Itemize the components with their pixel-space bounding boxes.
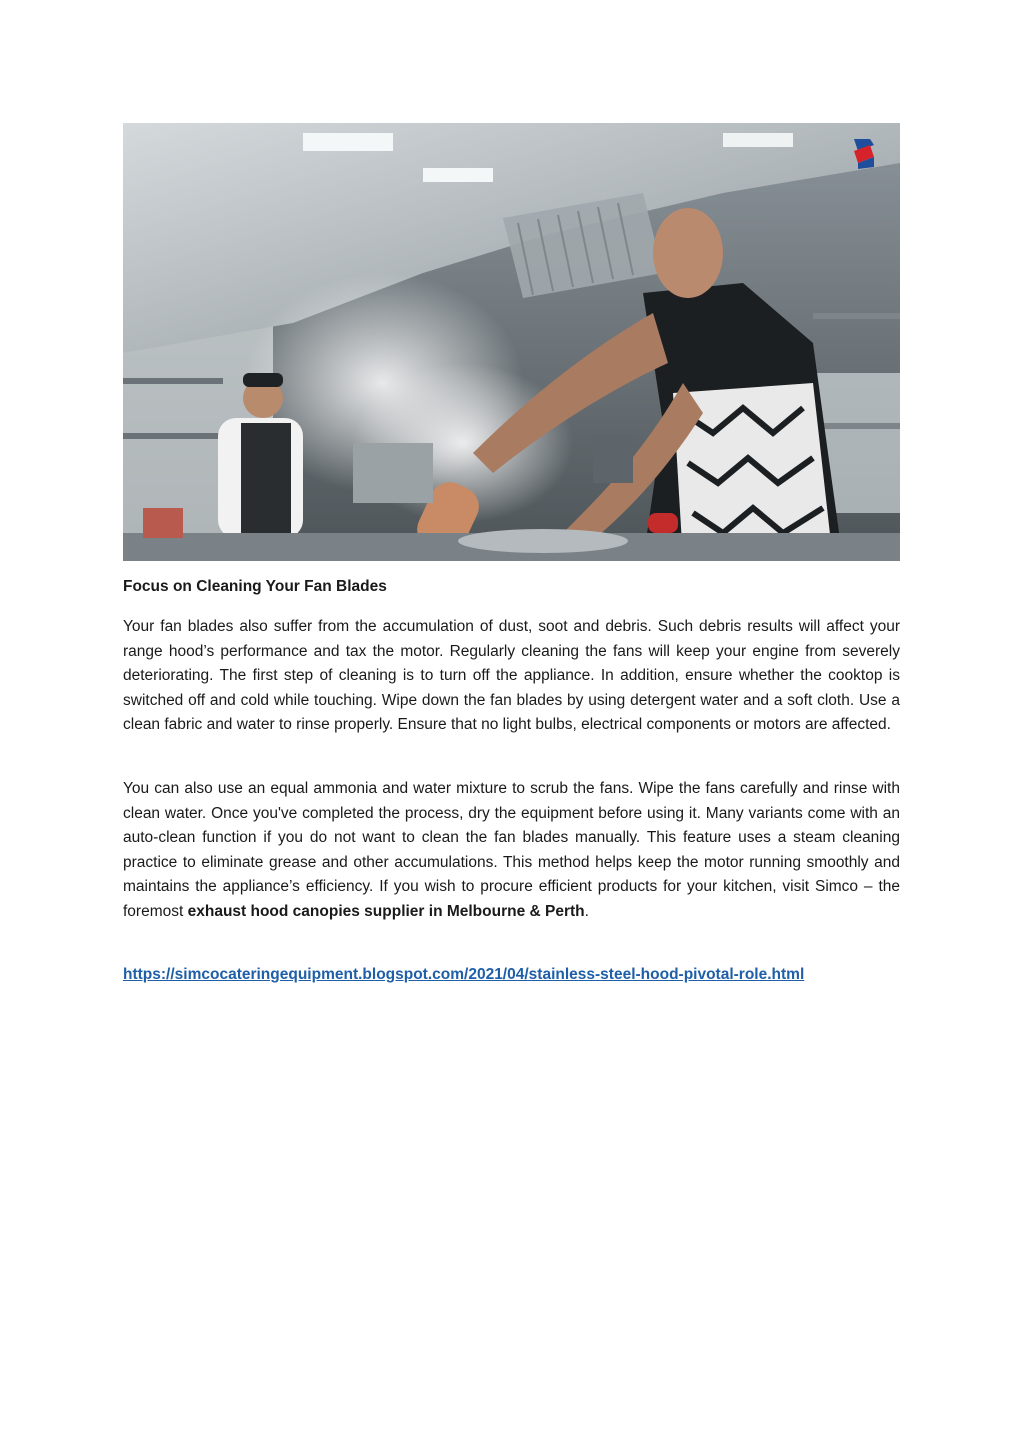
article-heading: Focus on Cleaning Your Fan Blades — [123, 578, 387, 595]
kitchen-illustration — [123, 123, 900, 561]
paragraph-2-text: You can also use an equal ammonia and water mixture to scrub the fans. Wipe the fans carefully and rinse with clean water. Once you've completed the process, dry the equipment before using it. Many variants come with an auto-clean function if you do not want to clean the fan blades manually. This feature uses a steam cleaning practice to eliminate grease and other accumulations. This method helps keep the motor running smoothly and maintains the appliance’s efficiency. If you wish to procure efficient products for your kitchen, visit Simco – the foremost — [123, 780, 900, 920]
simco-logo-icon — [850, 137, 878, 171]
light-1 — [303, 133, 393, 151]
article-link[interactable]: https://simcocateringequipment.blogspot.com/2021/04/stainless-steel-hood-pivotal-role.html — [123, 966, 805, 983]
light-2 — [423, 168, 493, 182]
light-3 — [723, 133, 793, 147]
paragraph-2-end: . — [584, 902, 589, 920]
meat — [143, 508, 183, 538]
paragraph-2 — [123, 777, 900, 925]
paragraph-2-bold: exhaust hood canopies supplier in Melbourne & Perth — [187, 902, 585, 920]
kitchen-photo — [123, 123, 900, 561]
paragraph-1: Your fan blades also suffer from the accumulation of dust, soot and debris. Such debris results will affect your range hood’s performance and tax the motor. Regularly cleaning the fans will keep your engine from severely deteriorating. The first step of cleaning is to turn off the appliance. In addition, ensure whether the cooktop is switched off and cold while touching. Wipe down the fan blades by using detergent water and a soft cloth. Use a clean fabric and water to rinse properly. Ensure that no light bulbs, electrical components or motors are affected. — [123, 618, 900, 734]
pepper — [648, 513, 678, 533]
